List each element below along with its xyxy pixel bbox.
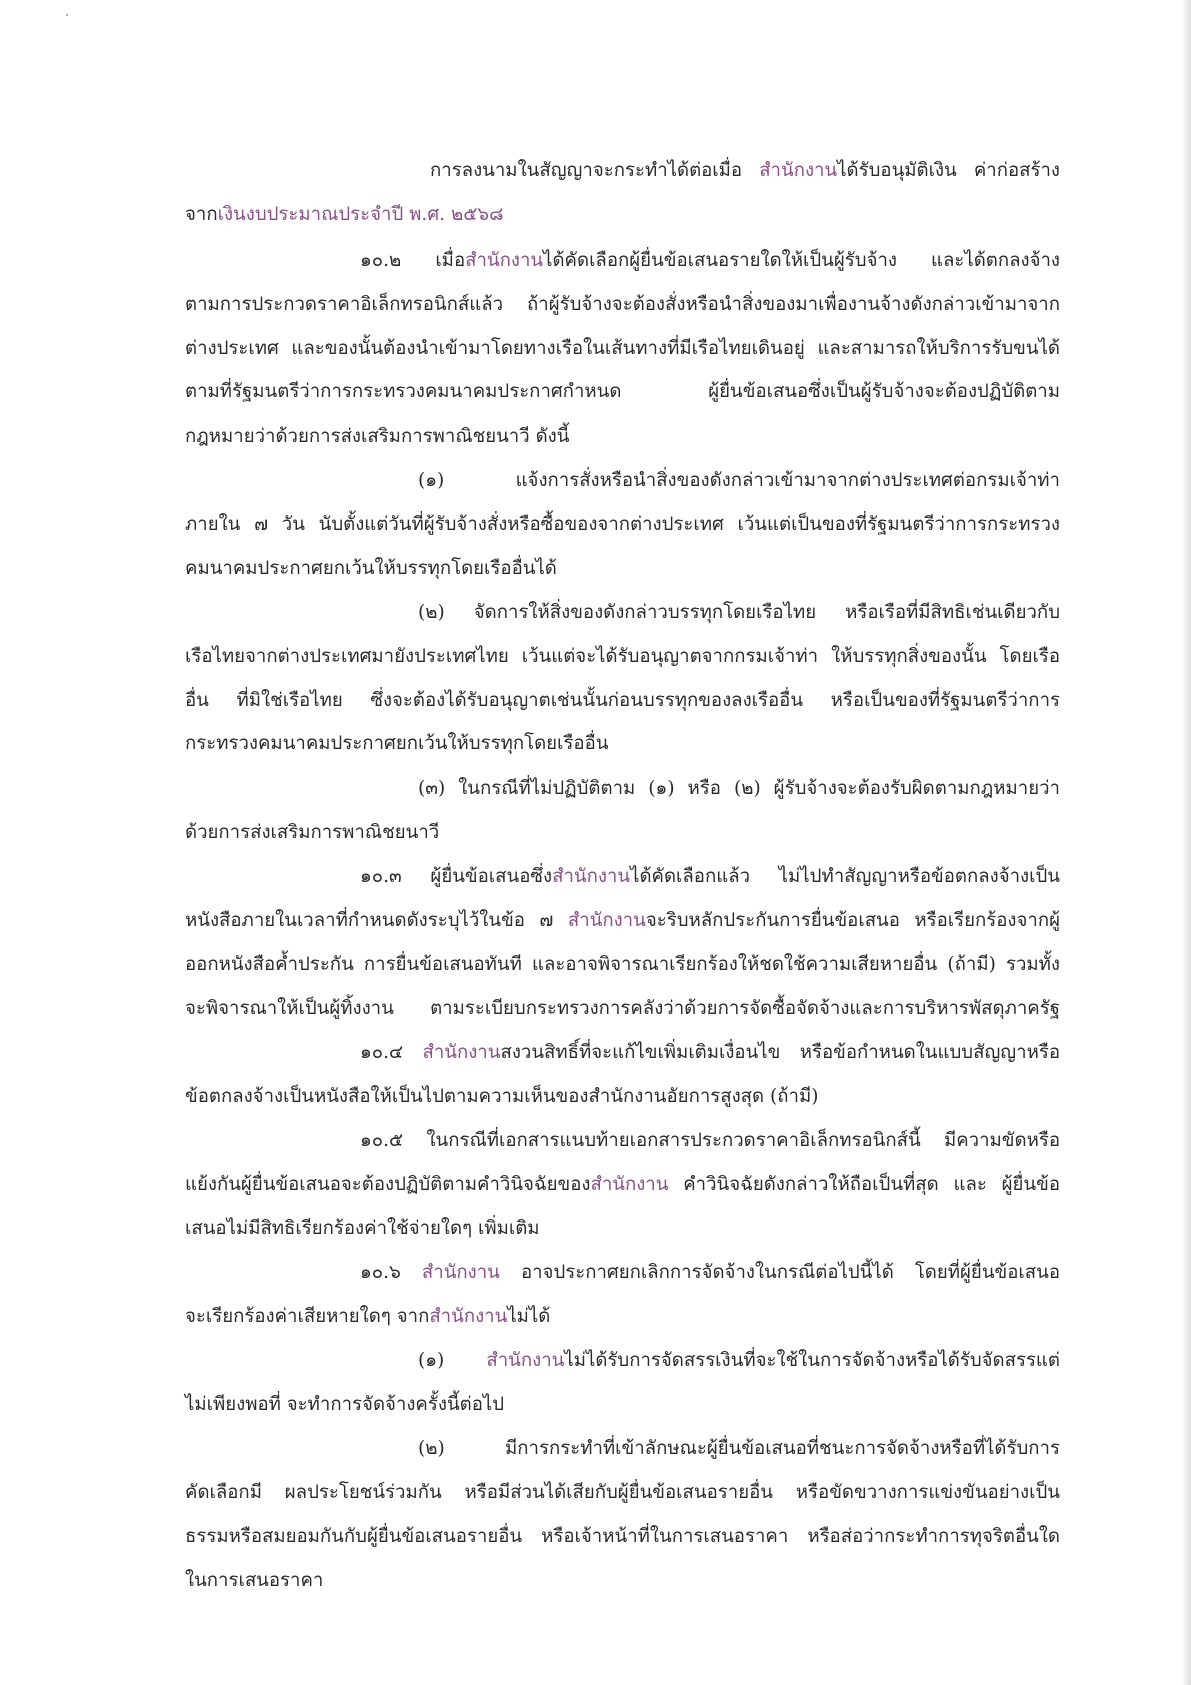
text-run: (๒) มีการกระทำที่เข้าลักษณะผู้ยื่นข้อเสนอที่ชนะการจัดจ้างหรือที่ได้รับการ (418, 1438, 1060, 1459)
text-run: เสนอไม่มีสิทธิเรียกร้องค่าใช้จ่ายใดๆ เพิ่มเติม (185, 1218, 540, 1239)
paragraph-line (185, 423, 1060, 451)
text-run: อาจประกาศยกเลิกการจัดจ้างในกรณีต่อไปนี้ได้ โดยที่ผู้ยื่นข้อเสนอ (499, 1262, 1060, 1283)
highlighted-phrase: สำนักงาน (421, 1262, 500, 1283)
paragraph-line (185, 730, 1060, 758)
text-run: (๒) จัดการให้สิ่งของดังกล่าวบรรทุกโดยเรือไทย หรือเรือที่มีสิทธิเช่นเดียวกับ (418, 602, 1060, 623)
paragraph-line (185, 1083, 1060, 1111)
paragraph-line (185, 511, 1060, 539)
text-run: ๑๐.๒ เมื่อ (360, 250, 466, 271)
text-run: ตามการประกวดราคาอิเล็กทรอนิกส์แล้ว ถ้าผู้รับจ้างจะต้องสั่งหรือนำสิ่งของมาเพื่องานจ้างดังกล่าวเข้ามาจาก (185, 294, 1060, 315)
paragraph-line (185, 335, 1060, 363)
text-run: กฎหมายว่าด้วยการส่งเสริมการพาณิชยนาวี ดังนี้ (185, 426, 570, 447)
highlighted-phrase: สำนักงาน (486, 1350, 565, 1371)
text-run: ๑๐.๔ (360, 1042, 423, 1063)
clause-10-4-line (360, 1039, 1060, 1067)
text-run: ไม่เพียงพอที่ จะทำการจัดจ้างครั้งนี้ต่อไป (185, 1394, 505, 1415)
paragraph-line (185, 1567, 1060, 1595)
paragraph-line (185, 1303, 1060, 1331)
text-run: สงวนสิทธิ์ที่จะแก้ไขเพิ่มเติมเงื่อนไข หรือข้อกำหนดในแบบสัญญาหรือ (500, 1042, 1060, 1063)
text-run: (๑) แจ้งการสั่งหรือนำสิ่งของดังกล่าวเข้ามาจากต่างประเทศต่อกรมเจ้าท่า (418, 470, 1060, 491)
clause-10-2-line (360, 247, 1060, 275)
paragraph-line (185, 819, 1060, 847)
highlighted-phrase: สำนักงาน (759, 160, 838, 181)
text-run: ตามที่รัฐมนตรีว่าการกระทรวงคมนาคมประกาศกำหนด ผู้ยื่นข้อเสนอซึ่งเป็นผู้รับจ้างจะต้องปฏิบัติตาม (185, 381, 1060, 402)
text-run: ข้อตกลงจ้างเป็นหนังสือให้เป็นไปตามความเห็นของสำนักงานอัยการสูงสุด (ถ้ามี) (185, 1086, 819, 1107)
text-run: ต่างประเทศ และของนั้นต้องนำเข้ามาโดยทางเรือในเส้นทางที่มีเรือไทยเดินอยู่ และสามารถให้บริการรับขนได้ (185, 338, 1060, 359)
text-run: หนังสือภายในเวลาที่กำหนดดังระบุไว้ในข้อ ๗ (185, 910, 568, 931)
paragraph-line (185, 643, 1060, 671)
paragraph-line (185, 951, 1060, 979)
subclause-2-line (418, 599, 1060, 627)
text-run: กระทรวงคมนาคมประกาศยกเว้นให้บรรทุกโดยเรืออื่น (185, 733, 609, 754)
highlighted-phrase: เงินงบประมาณประจำปี พ.ศ. ๒๕๖๘ (217, 204, 504, 225)
highlighted-phrase: สำนักงาน (552, 866, 631, 887)
page-edge-shadow (1181, 0, 1191, 1685)
paragraph-line (185, 1171, 1060, 1199)
text-run: จะริบหลักประกันการยื่นข้อเสนอ หรือเรียกร้องจากผู้ (645, 910, 1060, 931)
text-run: ได้รับอนุมัติเงิน ค่าก่อสร้าง (837, 160, 1060, 181)
text-run: ออกหนังสือค้ำประกัน การยื่นข้อเสนอทันที และอาจพิจารณาเรียกร้องให้ชดใช้ความเสียหายอื่น (ถ้ามี) รวมทั้ง (185, 954, 1060, 975)
text-run: ได้คัดเลือกแล้ว ไม่ไปทำสัญญาหรือข้อตกลงจ้างเป็น (630, 866, 1060, 887)
scan-speck (66, 14, 68, 16)
text-run: คมนาคมประกาศยกเว้นให้บรรทุกโดยเรืออื่นได้ (185, 558, 557, 579)
text-run: ในการเสนอราคา (185, 1570, 324, 1591)
paragraph-line (185, 1479, 1060, 1507)
highlighted-phrase: สำนักงาน (590, 1174, 669, 1195)
highlighted-phrase: สำนักงาน (465, 250, 544, 271)
paragraph-line (185, 907, 1060, 935)
text-run: ๑๐.๓ ผู้ยื่นข้อเสนอซึ่ง (360, 866, 553, 887)
text-run: ไม่ได้ (507, 1306, 551, 1327)
text-run: ด้วยการส่งเสริมการพาณิชยนาวี (185, 822, 440, 843)
text-run: เรือไทยจากต่างประเทศมายังประเทศไทย เว้นแต่จะได้รับอนุญาตจากกรมเจ้าท่า ให้บรรทุกสิ่งของนั้น โดยเรือ (185, 646, 1060, 667)
paragraph-line (185, 291, 1060, 319)
text-run: การลงนามในสัญญาจะกระทำได้ต่อเมื่อ (430, 160, 760, 181)
paragraph-line (185, 201, 1060, 229)
subclause-2-line (418, 1435, 1060, 1463)
subclause-1-line (418, 1347, 1060, 1375)
paragraph-line (185, 687, 1060, 715)
text-run: อื่น ที่มิใช่เรือไทย ซึ่งจะต้องได้รับอนุญาตเช่นนั้นก่อนบรรทุกของลงเรืออื่น หรือเป็นของที่รัฐมนตรีว่าการ (185, 690, 1060, 711)
highlighted-phrase: สำนักงาน (567, 910, 646, 931)
subclause-3-line (418, 775, 1060, 803)
paragraph-line (185, 995, 1060, 1023)
paragraph-line (185, 1523, 1060, 1551)
text-run: ไม่ได้รับการจัดสรรเงินที่จะใช้ในการจัดจ้างหรือได้รับจัดสรรแต่ (564, 1350, 1060, 1371)
text-run: ๑๐.๕ ในกรณีที่เอกสารแนบท้ายเอกสารประกวดราคาอิเล็กทรอนิกส์นี้ มีความขัดหรือ (360, 1130, 1060, 1151)
highlighted-phrase: สำนักงาน (422, 1042, 501, 1063)
text-run: ธรรมหรือสมยอมกันกับผู้ยื่นข้อเสนอรายอื่น หรือเจ้าหน้าที่ในการเสนอราคา หรือส่อว่ากระทำการทุจริตอื่นใด (185, 1526, 1060, 1547)
text-run: จะพิจารณาให้เป็นผู้ทิ้งงาน ตามระเบียบกระทรวงการคลังว่าด้วยการจัดซื้อจัดจ้างและการบริหารพัสดุภาครัฐ (185, 998, 1060, 1019)
clause-10-3-line (360, 863, 1060, 891)
clause-10-6-line (360, 1259, 1060, 1287)
text-run: คัดเลือกมี ผลประโยชน์ร่วมกัน หรือมีส่วนได้เสียกับผู้ยื่นข้อเสนอรายอื่น หรือขัดขวางการแข่งขันอย่างเป็น (185, 1482, 1060, 1503)
paragraph-line (430, 157, 1060, 185)
text-run: จาก (185, 204, 218, 225)
subclause-1-line (418, 467, 1060, 495)
text-run: ภายใน ๗ วัน นับตั้งแต่วันที่ผู้รับจ้างสั่งหรือซื้อของจากต่างประเทศ เว้นแต่เป็นของที่รัฐมนตรีว่าการกระทรวง (185, 514, 1060, 535)
paragraph-line (185, 1391, 1060, 1419)
text-run: (๑) (418, 1350, 487, 1371)
paragraph-line (185, 1215, 1060, 1243)
text-run: แย้งกันผู้ยื่นข้อเสนอจะต้องปฏิบัติตามคำวินิจฉัยของ (185, 1174, 591, 1195)
text-run: ได้คัดเลือกผู้ยื่นข้อเสนอรายใดให้เป็นผู้รับจ้าง และได้ตกลงจ้าง (543, 250, 1061, 271)
text-run: คำวินิจฉัยดังกล่าวให้ถือเป็นที่สุด และ ผู้ยื่นข้อ (668, 1174, 1060, 1195)
paragraph-line (185, 378, 1060, 406)
text-run: (๓) ในกรณีที่ไม่ปฏิบัติตาม (๑) หรือ (๒) ผู้รับจ้างจะต้องรับผิดตามกฎหมายว่า (418, 778, 1060, 799)
text-run: ๑๐.๖ (360, 1262, 422, 1283)
clause-10-5-line (360, 1127, 1060, 1155)
paragraph-line (185, 555, 1060, 583)
highlighted-phrase: สำนักงาน (429, 1306, 508, 1327)
text-run: จะเรียกร้องค่าเสียหายใดๆ จาก (185, 1306, 430, 1327)
